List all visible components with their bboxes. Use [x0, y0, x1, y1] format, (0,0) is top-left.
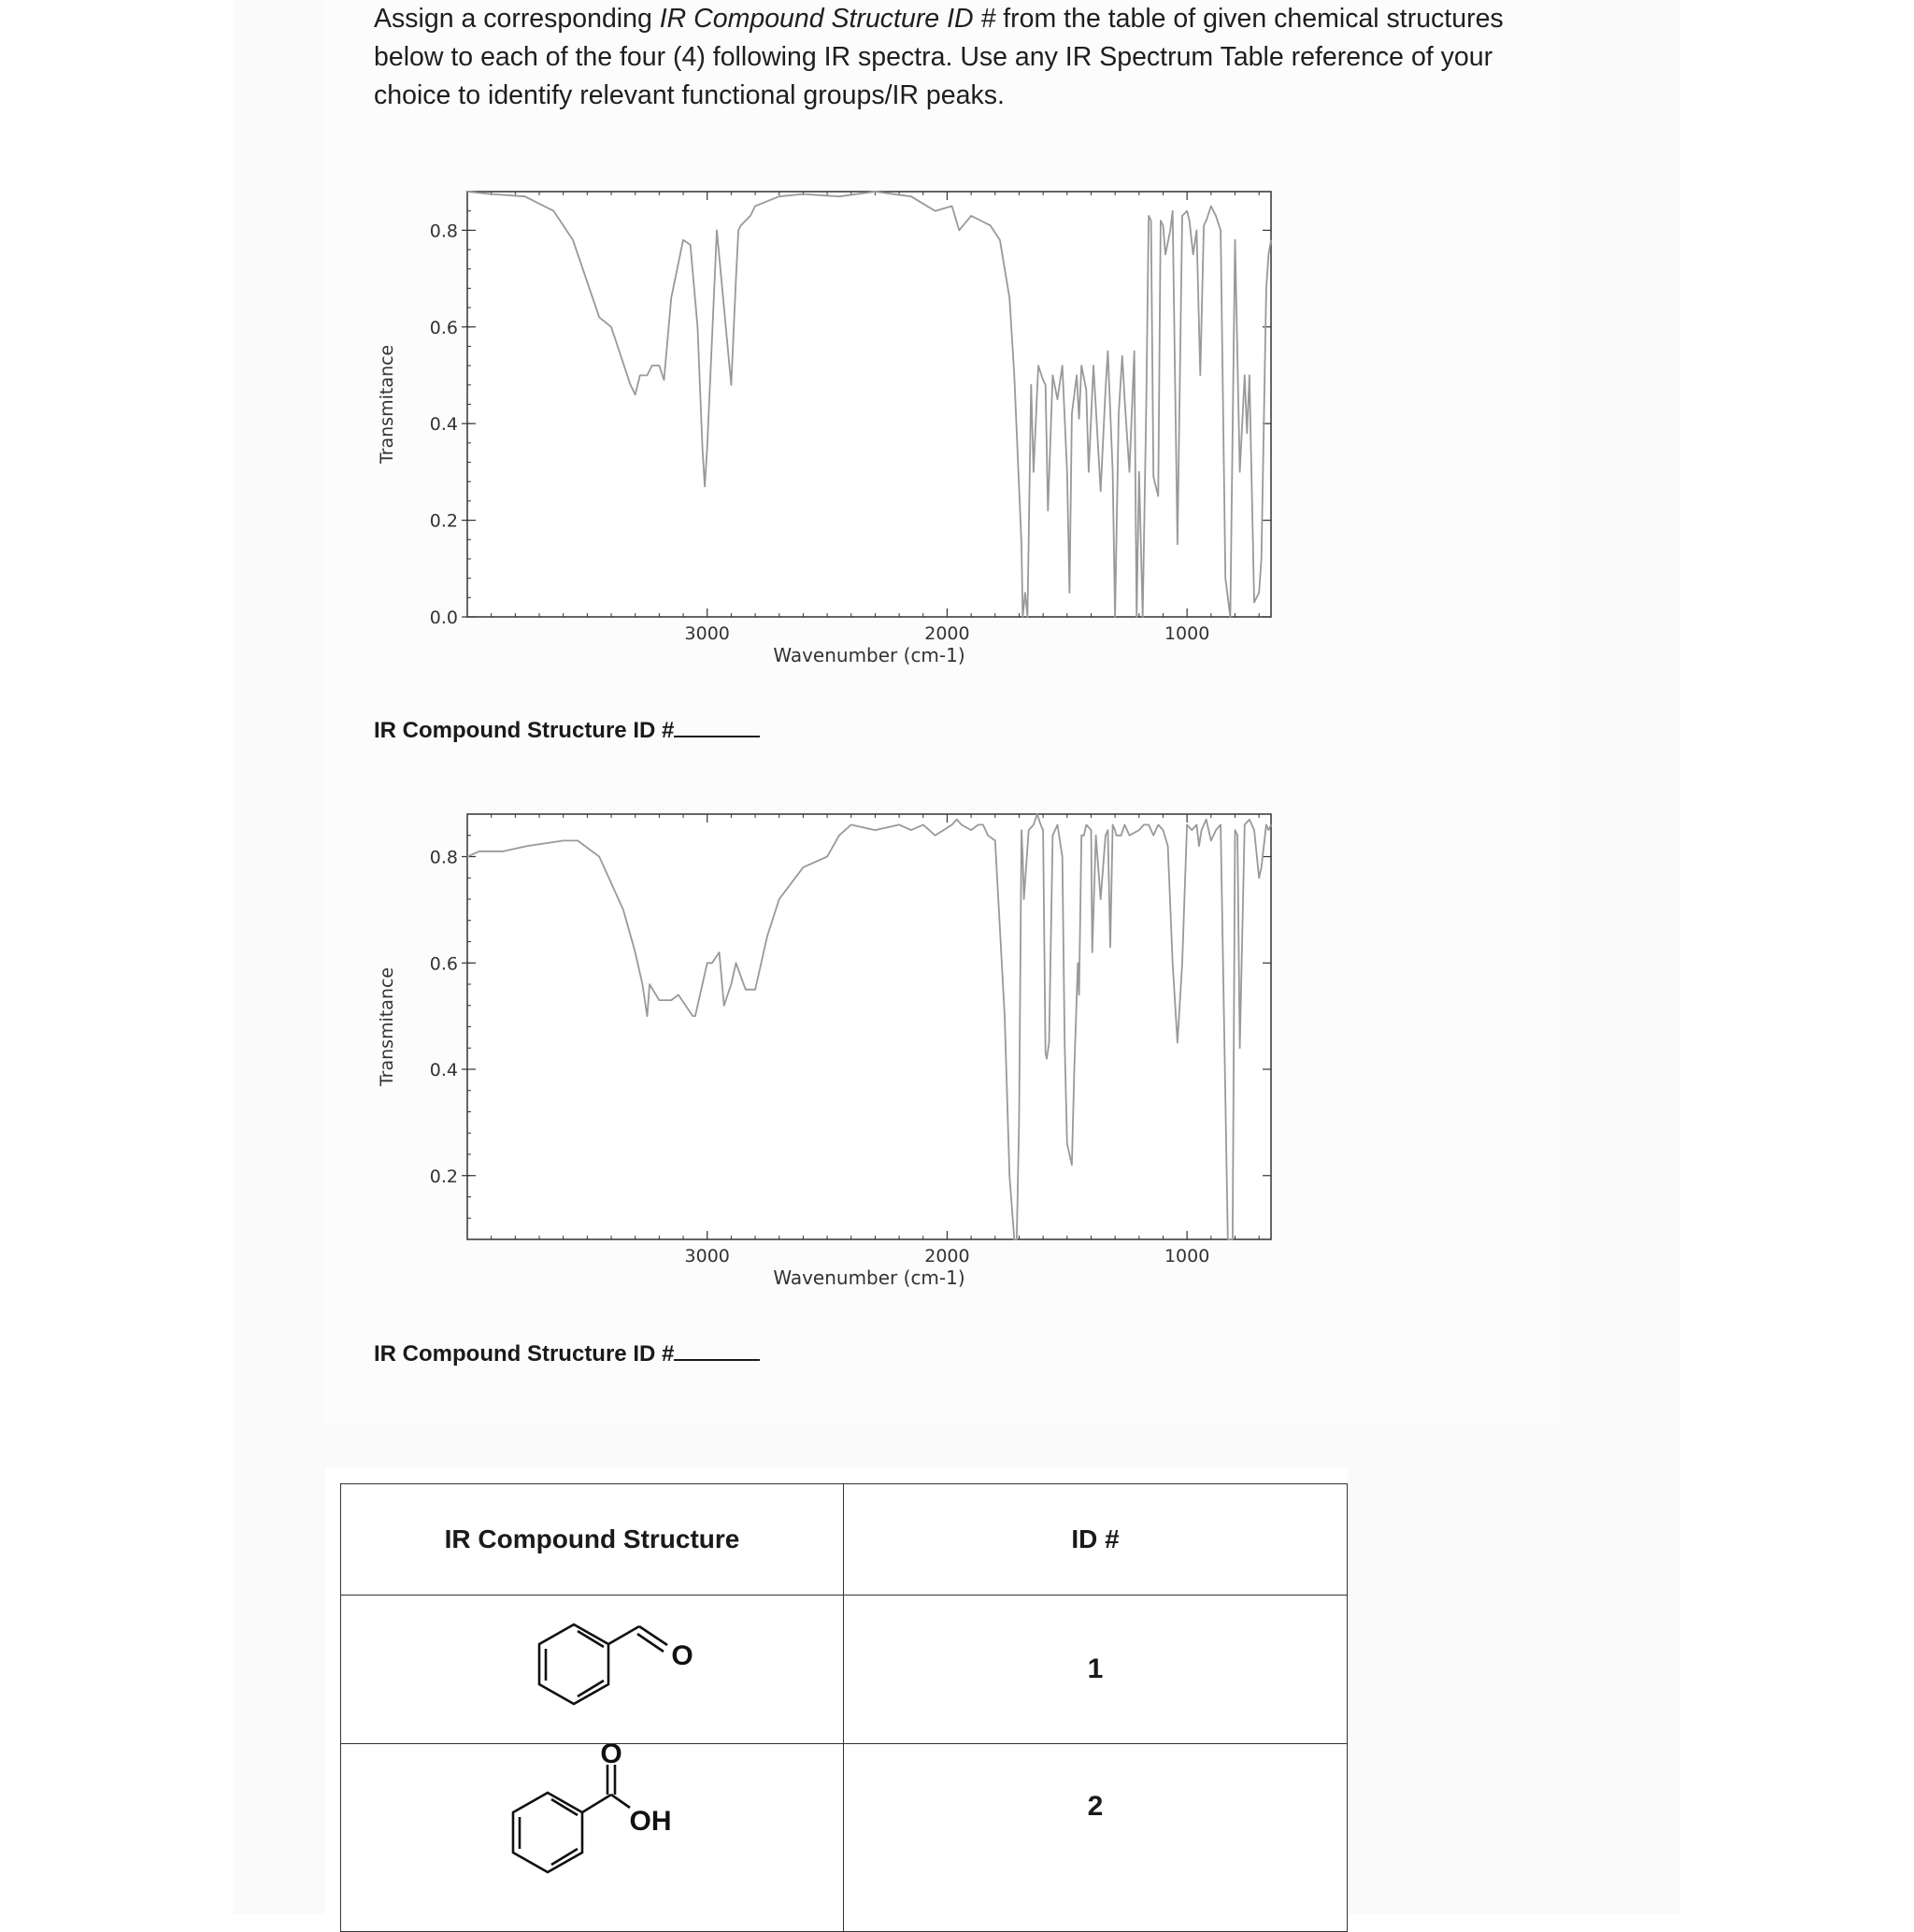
x-tick-label: 1000 [1164, 1246, 1210, 1267]
id-value: 1 [1087, 1653, 1104, 1684]
benzaldehyde-structure-icon [490, 1600, 695, 1731]
id-value: 2 [1087, 1791, 1104, 1822]
x-axis-label: Wavenumber (cm-1) [773, 644, 965, 666]
answer-label-text: IR Compound Structure ID # [374, 1341, 675, 1367]
y-tick-label: 0.0 [429, 608, 458, 628]
y-tick-label: 0.2 [429, 510, 458, 532]
ir-spectrum-chart-1 [355, 168, 1290, 673]
y-axis-label: Transmitance [377, 344, 397, 465]
x-tick-label: 3000 [684, 623, 730, 644]
hydroxyl-label: OH [629, 1806, 671, 1837]
plot-frame [467, 814, 1271, 1239]
oxygen-atom-label: O [599, 1744, 622, 1769]
header-structure: IR Compound Structure [341, 1484, 844, 1596]
table-header-row [341, 1484, 1348, 1596]
plot-frame [467, 192, 1271, 617]
answer-blank[interactable] [674, 715, 760, 737]
answer-label-text: IR Compound Structure ID # [374, 718, 675, 743]
x-tick-label: 1000 [1164, 623, 1210, 644]
x-tick-label: 3000 [684, 1246, 730, 1267]
y-tick-label: 0.2 [429, 1166, 458, 1187]
answer-label-1 [374, 715, 760, 744]
y-tick-label: 0.8 [429, 847, 458, 868]
y-axis-label: Transmitance [377, 966, 397, 1087]
x-tick-label: 2000 [924, 1246, 970, 1267]
instructions-text-1: Assign a corresponding [374, 4, 660, 34]
y-tick-label: 0.6 [429, 317, 458, 338]
y-tick-label: 0.4 [429, 1060, 458, 1080]
benzoic-acid-structure-icon [490, 1744, 695, 1894]
id-cell [844, 1596, 1348, 1744]
answer-label-2 [374, 1338, 760, 1367]
instructions-emphasis: IR Compound Structure ID # [659, 4, 996, 34]
table-row [341, 1596, 1348, 1744]
y-tick-label: 0.8 [429, 221, 458, 242]
header-id: ID # [844, 1484, 1348, 1596]
x-axis-label: Wavenumber (cm-1) [773, 1267, 965, 1289]
structure-table [340, 1483, 1348, 1932]
instructions-paragraph [374, 0, 1533, 115]
structure-cell [341, 1596, 844, 1744]
instructions-text-2: from the table of given chemical structures below to each of the four (4) following IR spectra. Use any IR Spectrum Table reference of your choice to identify relevant functional groups/IR peaks. [374, 4, 1504, 110]
answer-blank[interactable] [674, 1338, 760, 1361]
y-tick-label: 0.4 [429, 414, 458, 436]
oxygen-atom-label: O [670, 1640, 693, 1671]
id-cell [844, 1744, 1348, 1932]
table-row [341, 1744, 1348, 1932]
structure-cell [341, 1744, 844, 1932]
y-tick-label: 0.6 [429, 953, 458, 975]
x-tick-label: 2000 [924, 623, 970, 644]
ir-spectrum-chart-2 [355, 791, 1290, 1295]
